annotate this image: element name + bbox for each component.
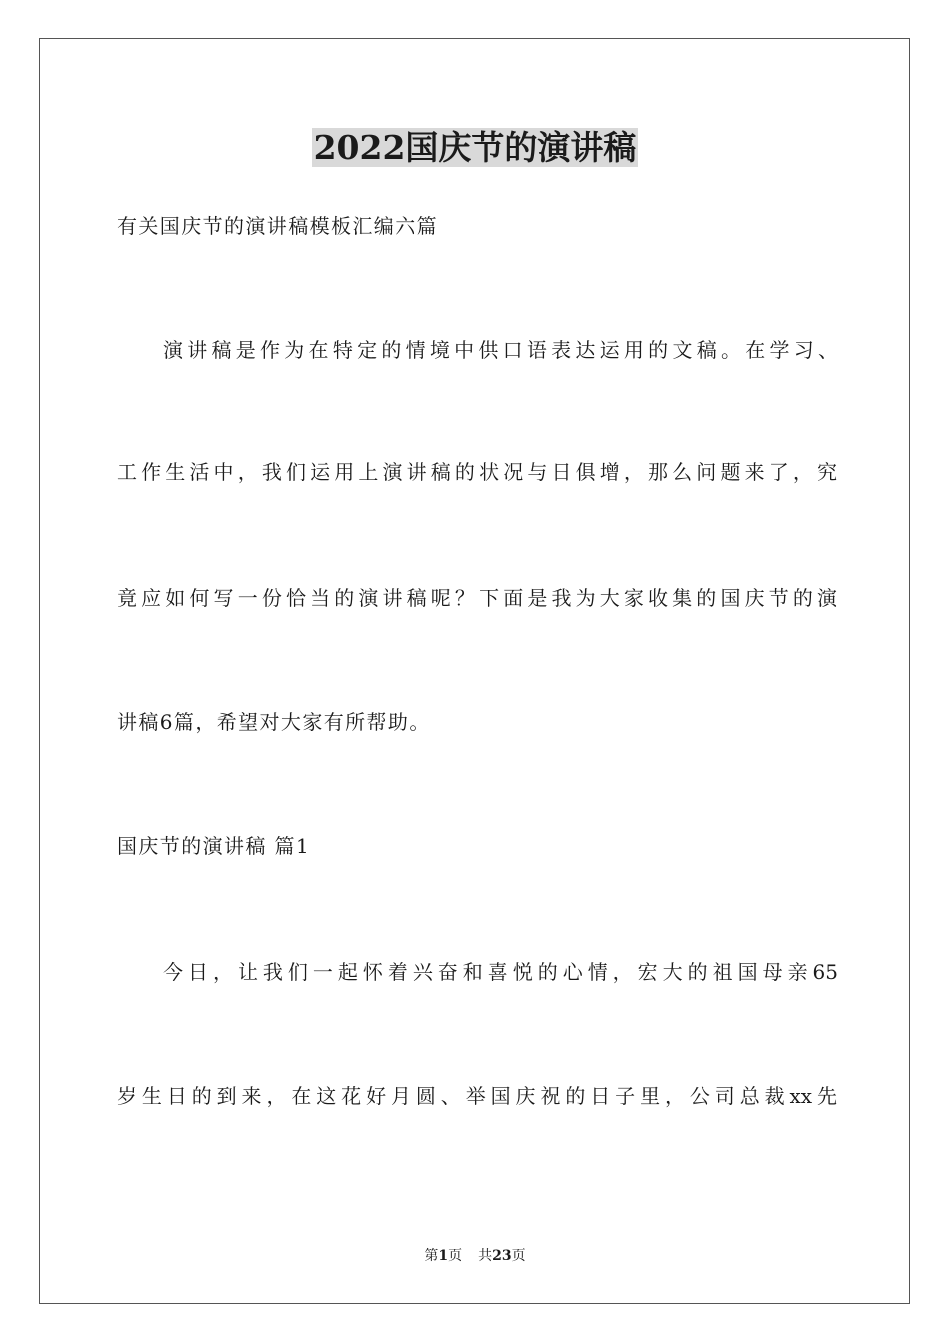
footer-page-number: 1 [438,1248,449,1264]
footer-total-prefix: 共 [478,1248,493,1264]
section-heading: 国庆节的演讲稿 篇1 [117,834,311,858]
page-footer [0,1246,950,1266]
intro-line-3: 竟应如何写一份恰当的演讲稿呢？下面是我为大家收集的国庆节的演 [117,586,837,610]
intro-line-2: 工作生活中，我们运用上演讲稿的状况与日俱增，那么问题来了，究 [117,460,837,484]
footer-page-suffix: 页 [448,1248,463,1264]
intro-line-4: 讲稿6篇，希望对大家有所帮助。 [117,710,431,734]
intro-line-1: 演讲稿是作为在特定的情境中供口语表达运用的文稿。在学习、 [163,338,838,362]
footer-page-prefix: 第 [424,1248,439,1264]
document-title [0,128,950,168]
section-line-2: 岁生日的到来，在这花好月圆、举国庆祝的日子里，公司总裁xx先 [117,1084,837,1108]
document-subtitle: 有关国庆节的演讲稿模板汇编六篇 [117,214,438,238]
footer-total-suffix: 页 [511,1248,526,1264]
footer-total-pages: 23 [492,1248,512,1264]
title-text: 2022国庆节的演讲稿 [313,128,637,167]
section-line-1: 今日，让我们一起怀着兴奋和喜悦的心情，宏大的祖国母亲65 [163,960,838,984]
